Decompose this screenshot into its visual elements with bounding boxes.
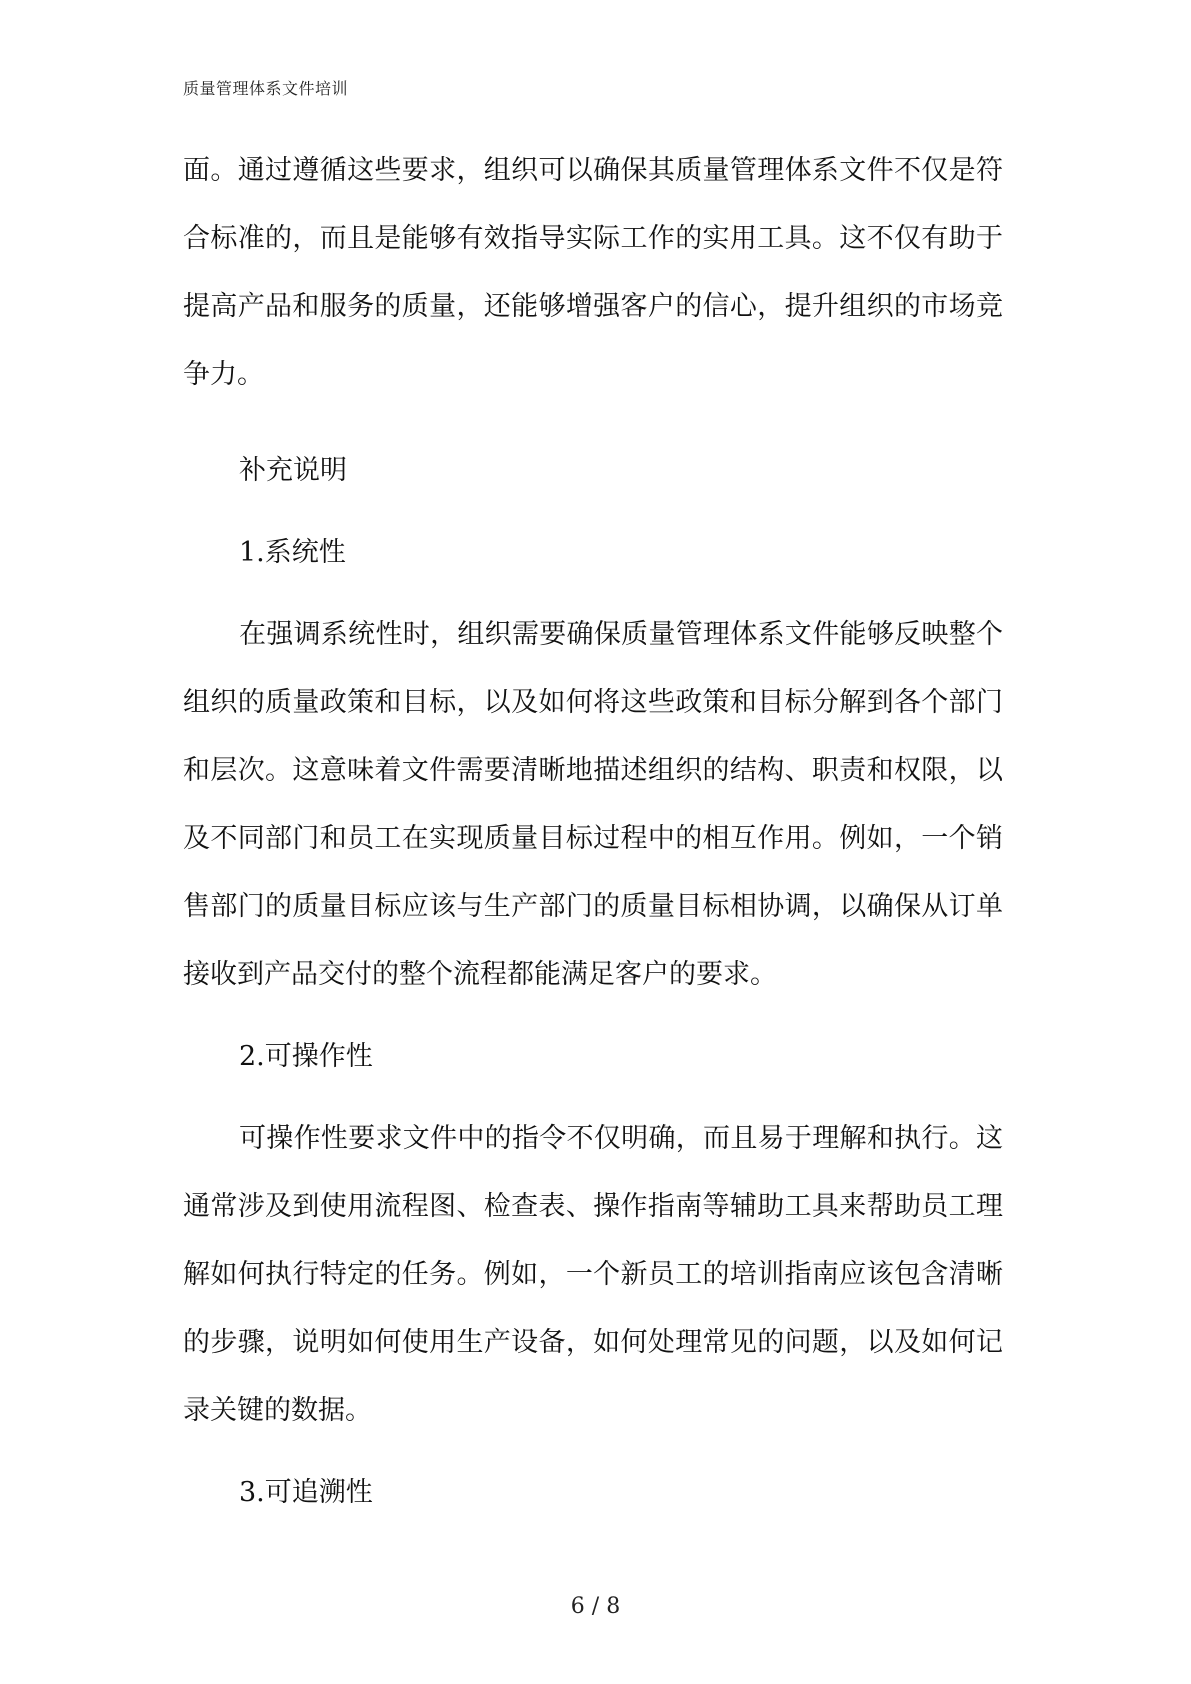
item-heading-traceability: 3.可追溯性: [239, 1477, 373, 1508]
item-heading-systematic: 1.系统性: [239, 537, 346, 568]
page-number: 6 / 8: [570, 1594, 621, 1619]
item-paragraph-systematic: 在强调系统性时，组织需要确保质量管理体系文件能够反映整个组织的质量政策和目标，以及如何将这些政策和目标分解到各个部门和层次。这意味着文件需要清晰地描述组织的结构、职责和权限，以及不同部门和员工在实现质量目标过程中的相互作用。例如，一个销售部门的质量目标应该与生产部门的质量目标相协调，以确保从订单接收到产品交付的整个流程都能满足客户的要求。: [183, 619, 1003, 990]
item-paragraph-operability: 可操作性要求文件中的指令不仅明确，而且易于理解和执行。这通常涉及到使用流程图、检查表、操作指南等辅助工具来帮助员工理解如何执行特定的任务。例如，一个新员工的培训指南应该包含清晰的步骤，说明如何使用生产设备，如何处理常见的问题，以及如何记录关键的数据。: [183, 1123, 1003, 1426]
document-body: [183, 137, 1003, 1541]
page-header-title: 质量管理体系文件培训: [183, 79, 349, 98]
item-heading-operability: 2.可操作性: [239, 1041, 373, 1072]
intro-paragraph: 面。通过遵循这些要求，组织可以确保其质量管理体系文件不仅是符合标准的，而且是能够有效指导实际工作的实用工具。这不仅有助于提高产品和服务的质量，还能够增强客户的信心，提升组织的市场竞争力。: [183, 155, 1003, 390]
section-title: 补充说明: [239, 455, 347, 486]
